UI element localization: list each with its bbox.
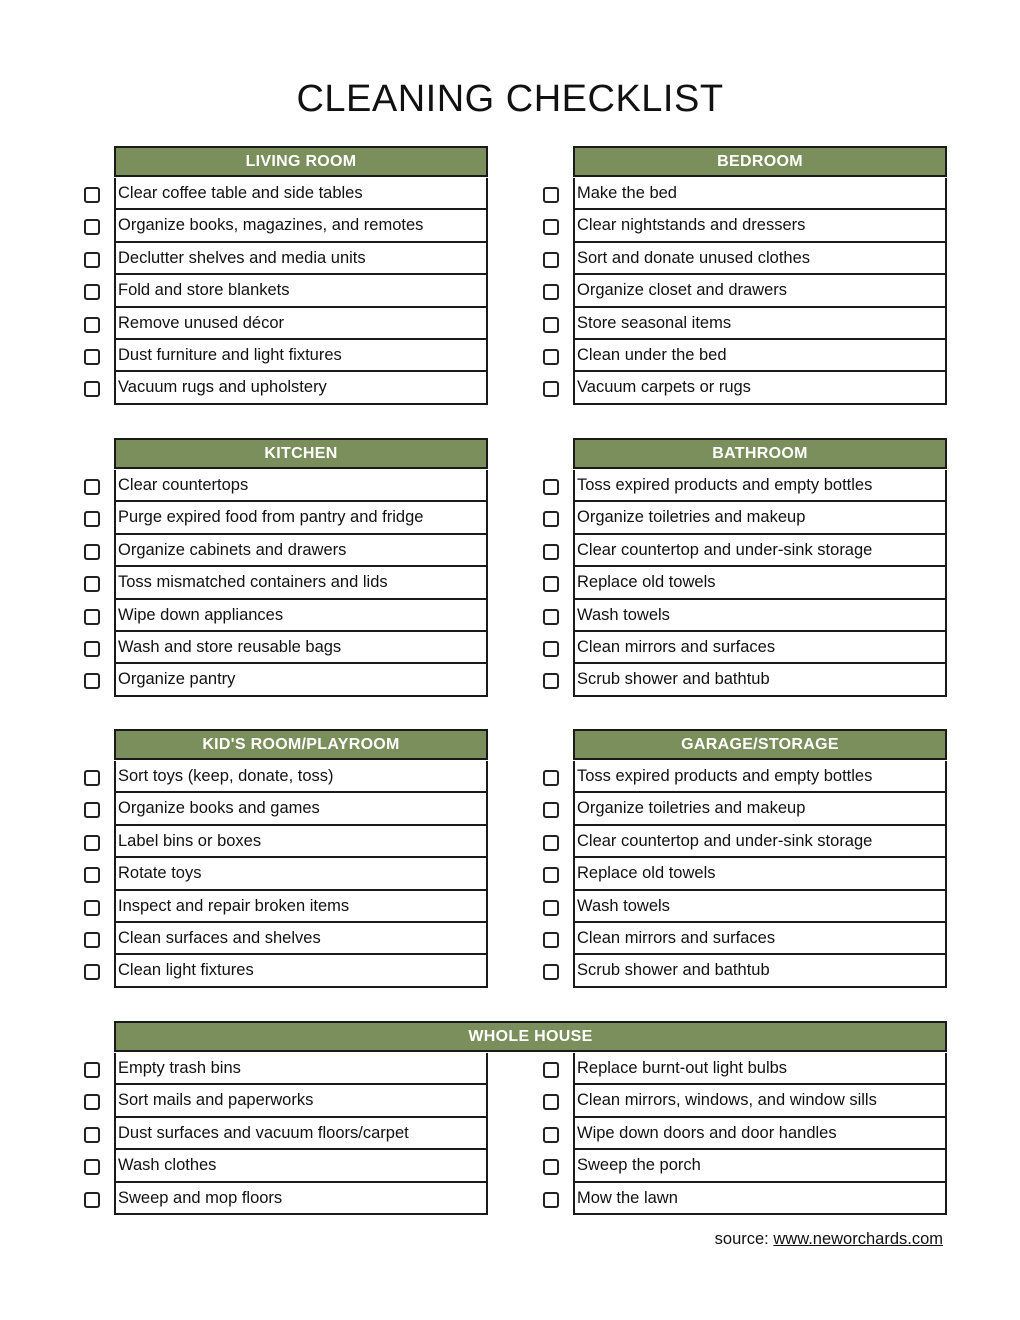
section-header-bedroom: BEDROOM [573, 146, 947, 177]
kitchen-item-4-label: Toss mismatched containers and lids [114, 567, 488, 599]
living-room-item-7-label: Vacuum rugs and upholstery [114, 372, 488, 404]
garage-storage-item-2-label: Organize toiletries and makeup [573, 793, 947, 825]
whole-house-left-item-5-label: Sweep and mop floors [114, 1183, 488, 1215]
bedroom-item-6-checkbox[interactable] [543, 349, 559, 365]
kitchen-item-1-checkbox[interactable] [84, 479, 100, 495]
page-title: CLEANING CHECKLIST [296, 78, 724, 120]
kid-s-room-playroom-item-6-label: Clean surfaces and shelves [114, 923, 488, 955]
bedroom-item-2-checkbox[interactable] [543, 219, 559, 235]
whole-house-right-item-3-label: Wipe down doors and door handles [573, 1118, 947, 1150]
bathroom-item-1-label: Toss expired products and empty bottles [573, 470, 947, 502]
kitchen-item-2-checkbox[interactable] [84, 511, 100, 527]
kid-s-room-playroom-item-7-checkbox[interactable] [84, 964, 100, 980]
bathroom-item-5-checkbox[interactable] [543, 609, 559, 625]
bathroom-item-3-label: Clear countertop and under-sink storage [573, 535, 947, 567]
kid-s-room-playroom-item-6-checkbox[interactable] [84, 932, 100, 948]
garage-storage-item-4-label: Replace old towels [573, 858, 947, 890]
kitchen-item-1-label: Clear countertops [114, 470, 488, 502]
garage-storage-item-6-label: Clean mirrors and surfaces [573, 923, 947, 955]
living-room-item-1-checkbox[interactable] [84, 187, 100, 203]
whole-house-right-item-2-label: Clean mirrors, windows, and window sills [573, 1085, 947, 1117]
bedroom-item-3-label: Sort and donate unused clothes [573, 243, 947, 275]
bedroom-item-1-checkbox[interactable] [543, 187, 559, 203]
bedroom-item-5-checkbox[interactable] [543, 317, 559, 333]
whole-house-left-item-1-checkbox[interactable] [84, 1062, 100, 1078]
garage-storage-item-6-checkbox[interactable] [543, 932, 559, 948]
bathroom-item-6-checkbox[interactable] [543, 641, 559, 657]
living-room-item-1-label: Clear coffee table and side tables [114, 178, 488, 210]
whole-house-right-item-2-checkbox[interactable] [543, 1094, 559, 1110]
whole-house-left-item-4-label: Wash clothes [114, 1150, 488, 1182]
whole-house-right-item-1-label: Replace burnt-out light bulbs [573, 1053, 947, 1085]
whole-house-left-item-3-checkbox[interactable] [84, 1127, 100, 1143]
section-header-bathroom: BATHROOM [573, 438, 947, 469]
kitchen-item-3-label: Organize cabinets and drawers [114, 535, 488, 567]
kitchen-item-2-label: Purge expired food from pantry and fridge [114, 502, 488, 534]
kid-s-room-playroom-item-1-checkbox[interactable] [84, 770, 100, 786]
bedroom-item-7-label: Vacuum carpets or rugs [573, 372, 947, 404]
bathroom-item-7-checkbox[interactable] [543, 673, 559, 689]
bedroom-item-7-checkbox[interactable] [543, 381, 559, 397]
bathroom-item-2-label: Organize toiletries and makeup [573, 502, 947, 534]
whole-house-right-item-3-checkbox[interactable] [543, 1127, 559, 1143]
garage-storage-item-5-label: Wash towels [573, 891, 947, 923]
kitchen-item-6-checkbox[interactable] [84, 641, 100, 657]
kid-s-room-playroom-item-2-checkbox[interactable] [84, 802, 100, 818]
garage-storage-item-1-label: Toss expired products and empty bottles [573, 761, 947, 793]
living-room-item-6-checkbox[interactable] [84, 349, 100, 365]
kid-s-room-playroom-item-3-checkbox[interactable] [84, 835, 100, 851]
living-room-item-5-checkbox[interactable] [84, 317, 100, 333]
whole-house-left-item-4-checkbox[interactable] [84, 1159, 100, 1175]
section-header-living-room: LIVING ROOM [114, 146, 488, 177]
garage-storage-item-1-checkbox[interactable] [543, 770, 559, 786]
kitchen-item-5-label: Wipe down appliances [114, 600, 488, 632]
garage-storage-item-5-checkbox[interactable] [543, 900, 559, 916]
garage-storage-item-3-label: Clear countertop and under-sink storage [573, 826, 947, 858]
kitchen-item-6-label: Wash and store reusable bags [114, 632, 488, 664]
garage-storage-item-2-checkbox[interactable] [543, 802, 559, 818]
kid-s-room-playroom-item-4-label: Rotate toys [114, 858, 488, 890]
bathroom-item-3-checkbox[interactable] [543, 544, 559, 560]
whole-house-right-item-4-label: Sweep the porch [573, 1150, 947, 1182]
bedroom-item-3-checkbox[interactable] [543, 252, 559, 268]
bedroom-item-4-label: Organize closet and drawers [573, 275, 947, 307]
kitchen-item-7-checkbox[interactable] [84, 673, 100, 689]
kitchen-item-5-checkbox[interactable] [84, 609, 100, 625]
section-header-whole-house: WHOLE HOUSE [114, 1021, 947, 1052]
whole-house-right-item-5-label: Mow the lawn [573, 1183, 947, 1215]
whole-house-left-item-2-checkbox[interactable] [84, 1094, 100, 1110]
living-room-item-3-checkbox[interactable] [84, 252, 100, 268]
living-room-item-2-label: Organize books, magazines, and remotes [114, 210, 488, 242]
section-header-kitchen: KITCHEN [114, 438, 488, 469]
source-label: source: [714, 1230, 769, 1248]
garage-storage-item-4-checkbox[interactable] [543, 867, 559, 883]
whole-house-right-item-1-checkbox[interactable] [543, 1062, 559, 1078]
garage-storage-item-7-checkbox[interactable] [543, 964, 559, 980]
whole-house-left-item-5-checkbox[interactable] [84, 1192, 100, 1208]
garage-storage-item-7-label: Scrub shower and bathtub [573, 955, 947, 987]
bedroom-item-4-checkbox[interactable] [543, 284, 559, 300]
kitchen-item-7-label: Organize pantry [114, 664, 488, 696]
living-room-item-6-label: Dust furniture and light fixtures [114, 340, 488, 372]
bedroom-item-1-label: Make the bed [573, 178, 947, 210]
whole-house-right-item-4-checkbox[interactable] [543, 1159, 559, 1175]
section-header-kid-s-room-playroom: KID'S ROOM/PLAYROOM [114, 729, 488, 760]
whole-house-left-item-1-label: Empty trash bins [114, 1053, 488, 1085]
living-room-item-5-label: Remove unused décor [114, 308, 488, 340]
source-credit [715, 1230, 943, 1249]
bathroom-item-1-checkbox[interactable] [543, 479, 559, 495]
garage-storage-item-3-checkbox[interactable] [543, 835, 559, 851]
bedroom-item-2-label: Clear nightstands and dressers [573, 210, 947, 242]
living-room-item-3-label: Declutter shelves and media units [114, 243, 488, 275]
bathroom-item-4-label: Replace old towels [573, 567, 947, 599]
kid-s-room-playroom-item-1-label: Sort toys (keep, donate, toss) [114, 761, 488, 793]
bathroom-item-2-checkbox[interactable] [543, 511, 559, 527]
living-room-item-7-checkbox[interactable] [84, 381, 100, 397]
kid-s-room-playroom-item-4-checkbox[interactable] [84, 867, 100, 883]
section-header-garage-storage: GARAGE/STORAGE [573, 729, 947, 760]
bathroom-item-4-checkbox[interactable] [543, 576, 559, 592]
kitchen-item-3-checkbox[interactable] [84, 544, 100, 560]
kid-s-room-playroom-item-5-label: Inspect and repair broken items [114, 891, 488, 923]
bathroom-item-5-label: Wash towels [573, 600, 947, 632]
source-link[interactable]: www.neworchards.com [773, 1230, 943, 1248]
living-room-item-4-checkbox[interactable] [84, 284, 100, 300]
living-room-item-2-checkbox[interactable] [84, 219, 100, 235]
whole-house-right-item-5-checkbox[interactable] [543, 1192, 559, 1208]
living-room-item-4-label: Fold and store blankets [114, 275, 488, 307]
kid-s-room-playroom-item-7-label: Clean light fixtures [114, 955, 488, 987]
whole-house-left-item-3-label: Dust surfaces and vacuum floors/carpet [114, 1118, 488, 1150]
bedroom-item-5-label: Store seasonal items [573, 308, 947, 340]
bedroom-item-6-label: Clean under the bed [573, 340, 947, 372]
bathroom-item-7-label: Scrub shower and bathtub [573, 664, 947, 696]
whole-house-left-item-2-label: Sort mails and paperworks [114, 1085, 488, 1117]
kitchen-item-4-checkbox[interactable] [84, 576, 100, 592]
kid-s-room-playroom-item-5-checkbox[interactable] [84, 900, 100, 916]
kid-s-room-playroom-item-3-label: Label bins or boxes [114, 826, 488, 858]
bathroom-item-6-label: Clean mirrors and surfaces [573, 632, 947, 664]
kid-s-room-playroom-item-2-label: Organize books and games [114, 793, 488, 825]
